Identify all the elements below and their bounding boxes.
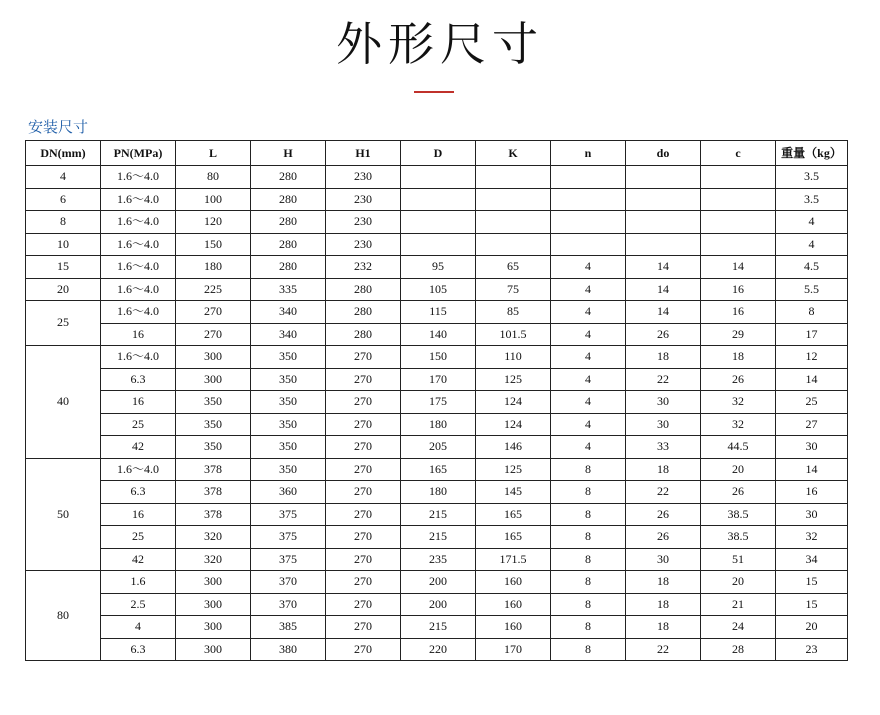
dn-cell: 20 [26,278,101,301]
table-cell: 270 [326,548,401,571]
table-cell: 32 [701,391,776,414]
table-cell: 230 [326,233,401,256]
table-cell: 8 [551,548,626,571]
table-cell: 378 [176,481,251,504]
table-cell: 378 [176,503,251,526]
table-row [26,616,848,639]
table-cell: 85 [476,301,551,324]
table-cell: 26 [626,526,701,549]
table-cell: 320 [176,526,251,549]
table-cell: 3.5 [776,188,848,211]
table-row [26,166,848,189]
table-cell: 14 [701,256,776,279]
table-cell: 146 [476,436,551,459]
table-cell [626,166,701,189]
table-cell: 270 [176,323,251,346]
table-cell: 4 [551,413,626,436]
table-cell: 220 [401,638,476,661]
table-cell: 124 [476,391,551,414]
table-row [26,638,848,661]
table-cell: 270 [326,526,401,549]
table-cell: 4 [776,211,848,234]
table-cell: 34 [776,548,848,571]
table-cell: 200 [401,593,476,616]
header-d: D [401,141,476,166]
table-cell: 280 [326,301,401,324]
table-cell: 18 [626,616,701,639]
table-cell: 14 [626,278,701,301]
table-cell: 370 [251,593,326,616]
table-cell: 1.6～4.0 [101,233,176,256]
table-cell: 8 [776,301,848,324]
table-cell: 1.6～4.0 [101,211,176,234]
table-cell: 1.6～4.0 [101,278,176,301]
header-c: c [701,141,776,166]
header-weight: 重量（kg） [776,141,848,166]
table-cell: 44.5 [701,436,776,459]
table-cell: 110 [476,346,551,369]
table-cell: 1.6～4.0 [101,256,176,279]
table-cell [551,233,626,256]
table-cell: 370 [251,571,326,594]
table-cell: 30 [626,391,701,414]
table-cell: 145 [476,481,551,504]
table-cell: 14 [626,301,701,324]
table-cell: 38.5 [701,503,776,526]
table-cell: 140 [401,323,476,346]
table-cell: 22 [626,368,701,391]
table-cell: 16 [701,278,776,301]
table-cell: 350 [176,413,251,436]
table-cell: 270 [326,368,401,391]
table-cell: 180 [176,256,251,279]
table-cell: 175 [401,391,476,414]
table-cell [626,188,701,211]
table-cell [476,233,551,256]
table-cell: 350 [251,413,326,436]
table-cell: 230 [326,211,401,234]
table-cell: 22 [626,481,701,504]
table-cell: 350 [251,368,326,391]
table-cell: 26 [701,368,776,391]
table-cell: 20 [701,571,776,594]
table-cell: 30 [626,413,701,436]
table-cell: 230 [326,166,401,189]
table-cell: 28 [701,638,776,661]
table-cell: 42 [101,548,176,571]
table-cell: 270 [326,616,401,639]
table-cell: 101.5 [476,323,551,346]
table-cell: 270 [176,301,251,324]
table-cell: 375 [251,526,326,549]
table-cell: 232 [326,256,401,279]
table-cell: 300 [176,638,251,661]
table-cell [401,188,476,211]
header-dn: DN(mm) [26,141,101,166]
table-cell: 3.5 [776,166,848,189]
table-cell [551,188,626,211]
table-cell: 200 [401,571,476,594]
table-cell: 335 [251,278,326,301]
table-cell: 280 [326,278,401,301]
table-cell: 26 [626,323,701,346]
table-cell: 160 [476,616,551,639]
table-row [26,368,848,391]
table-cell: 75 [476,278,551,301]
table-row [26,346,848,369]
table-cell: 32 [701,413,776,436]
table-cell: 150 [176,233,251,256]
table-cell: 165 [476,503,551,526]
table-cell: 385 [251,616,326,639]
table-cell: 180 [401,481,476,504]
table-cell: 280 [251,166,326,189]
table-cell: 80 [176,166,251,189]
table-cell: 18 [701,346,776,369]
table-cell: 18 [626,571,701,594]
table-row [26,503,848,526]
table-cell: 225 [176,278,251,301]
table-cell: 300 [176,368,251,391]
table-cell: 18 [626,458,701,481]
table-row [26,323,848,346]
table-cell: 300 [176,593,251,616]
table-cell: 30 [626,548,701,571]
table-cell [401,233,476,256]
table-cell: 24 [701,616,776,639]
dn-cell: 40 [26,346,101,459]
table-body [26,166,848,661]
table-cell: 12 [776,346,848,369]
table-cell: 270 [326,391,401,414]
table-cell: 27 [776,413,848,436]
table-cell [701,233,776,256]
table-cell: 20 [776,616,848,639]
table-cell [551,211,626,234]
section-heading: 安装尺寸 [28,118,89,136]
table-cell: 26 [701,481,776,504]
table-cell: 2.5 [101,593,176,616]
table-cell: 26 [626,503,701,526]
table-cell: 16 [101,503,176,526]
table-cell: 25 [776,391,848,414]
table-cell: 4 [551,368,626,391]
table-row [26,233,848,256]
table-cell: 4 [551,323,626,346]
table-cell: 171.5 [476,548,551,571]
table-cell: 120 [176,211,251,234]
table-cell: 280 [251,256,326,279]
table-cell: 150 [401,346,476,369]
table-cell: 1.6～4.0 [101,346,176,369]
table-cell [626,233,701,256]
table-cell: 4 [551,278,626,301]
table-cell [701,188,776,211]
table-cell: 6.3 [101,481,176,504]
table-cell: 16 [101,323,176,346]
table-cell: 8 [551,571,626,594]
table-cell: 16 [101,391,176,414]
table-cell: 21 [701,593,776,616]
table-cell: 360 [251,481,326,504]
table-cell: 350 [251,346,326,369]
table-cell: 14 [626,256,701,279]
table-row [26,436,848,459]
table-cell: 270 [326,593,401,616]
table-row [26,548,848,571]
table-cell: 280 [251,233,326,256]
table-cell: 1.6～4.0 [101,458,176,481]
header-k: K [476,141,551,166]
table-cell: 270 [326,503,401,526]
table-row [26,571,848,594]
table-cell: 160 [476,593,551,616]
table-cell: 215 [401,503,476,526]
table-cell: 38.5 [701,526,776,549]
table-cell: 350 [176,436,251,459]
table-cell: 16 [701,301,776,324]
dn-cell: 50 [26,458,101,571]
table-cell: 29 [701,323,776,346]
table-cell: 340 [251,323,326,346]
title-underline [414,91,454,93]
table-cell: 180 [401,413,476,436]
table-cell: 4 [551,301,626,324]
table-cell: 30 [776,436,848,459]
dn-cell: 8 [26,211,101,234]
table-cell: 6.3 [101,368,176,391]
dn-cell: 80 [26,571,101,661]
table-cell: 350 [251,458,326,481]
table-cell: 8 [551,503,626,526]
table-cell: 215 [401,526,476,549]
table-header-row [26,141,848,166]
dn-cell: 25 [26,301,101,346]
table-cell: 1.6 [101,571,176,594]
table-row [26,256,848,279]
table-cell: 215 [401,616,476,639]
table-row [26,211,848,234]
table-cell: 270 [326,436,401,459]
table-cell: 8 [551,593,626,616]
table-cell: 205 [401,436,476,459]
table-cell: 22 [626,638,701,661]
table-cell: 350 [176,391,251,414]
table-cell: 4.5 [776,256,848,279]
table-cell: 65 [476,256,551,279]
table-cell: 160 [476,571,551,594]
table-cell: 170 [476,638,551,661]
table-cell: 165 [401,458,476,481]
table-cell: 100 [176,188,251,211]
table-cell: 5.5 [776,278,848,301]
table-cell: 125 [476,368,551,391]
table-cell [476,211,551,234]
dn-cell: 6 [26,188,101,211]
table-cell: 8 [551,616,626,639]
table-cell: 270 [326,413,401,436]
table-cell: 125 [476,458,551,481]
header-n: n [551,141,626,166]
header-pn: PN(MPa) [101,141,176,166]
table-cell: 8 [551,481,626,504]
table-row [26,481,848,504]
table-cell: 20 [701,458,776,481]
table-cell: 235 [401,548,476,571]
dn-cell: 4 [26,166,101,189]
table-row [26,593,848,616]
table-cell: 378 [176,458,251,481]
table-cell: 280 [326,323,401,346]
page-title: 外形尺寸 [336,17,544,71]
header-do: do [626,141,701,166]
table-cell: 15 [776,593,848,616]
table-cell: 4 [551,346,626,369]
table-cell: 270 [326,638,401,661]
table-cell [701,211,776,234]
table-cell: 6.3 [101,638,176,661]
table-row [26,188,848,211]
table-cell: 270 [326,571,401,594]
table-cell: 375 [251,548,326,571]
table-cell: 380 [251,638,326,661]
table-cell: 340 [251,301,326,324]
table-cell: 375 [251,503,326,526]
table-cell: 51 [701,548,776,571]
table-cell: 350 [251,436,326,459]
table-cell: 1.6～4.0 [101,188,176,211]
table-cell: 320 [176,548,251,571]
table-cell [476,166,551,189]
table-cell: 33 [626,436,701,459]
dimensions-table [25,140,848,661]
dn-cell: 10 [26,233,101,256]
table-row [26,301,848,324]
table-cell: 4 [551,391,626,414]
table-row [26,391,848,414]
table-cell: 165 [476,526,551,549]
table-row [26,413,848,436]
table-cell: 300 [176,616,251,639]
table-cell [476,188,551,211]
table-cell: 15 [776,571,848,594]
table-cell: 25 [101,413,176,436]
dn-cell: 15 [26,256,101,279]
table-cell: 14 [776,458,848,481]
table-cell: 23 [776,638,848,661]
table-cell: 124 [476,413,551,436]
table-row [26,278,848,301]
table-cell: 350 [251,391,326,414]
table-cell: 1.6～4.0 [101,301,176,324]
table-row [26,458,848,481]
header-h: H [251,141,326,166]
header-h1: H1 [326,141,401,166]
table-cell: 16 [776,481,848,504]
table-cell: 14 [776,368,848,391]
table-cell: 270 [326,481,401,504]
table-cell: 300 [176,346,251,369]
table-row [26,526,848,549]
table-cell: 270 [326,458,401,481]
table-cell: 170 [401,368,476,391]
table-cell [626,211,701,234]
table-cell: 1.6～4.0 [101,166,176,189]
table-cell: 230 [326,188,401,211]
table-cell: 25 [101,526,176,549]
table-cell: 4 [551,256,626,279]
table-cell: 270 [326,346,401,369]
table-cell: 30 [776,503,848,526]
table-cell: 4 [551,436,626,459]
table-cell: 280 [251,211,326,234]
table-cell [401,166,476,189]
table-cell: 8 [551,458,626,481]
table-cell [701,166,776,189]
header-l: L [176,141,251,166]
table-cell: 95 [401,256,476,279]
table-cell: 8 [551,638,626,661]
table-cell: 280 [251,188,326,211]
table-cell: 18 [626,593,701,616]
table-cell: 32 [776,526,848,549]
table-cell: 4 [776,233,848,256]
table-cell: 4 [101,616,176,639]
table-cell: 300 [176,571,251,594]
table-cell: 17 [776,323,848,346]
table-cell: 42 [101,436,176,459]
table-cell: 105 [401,278,476,301]
table-cell [401,211,476,234]
table-cell: 18 [626,346,701,369]
table-cell: 8 [551,526,626,549]
table-cell [551,166,626,189]
table-cell: 115 [401,301,476,324]
